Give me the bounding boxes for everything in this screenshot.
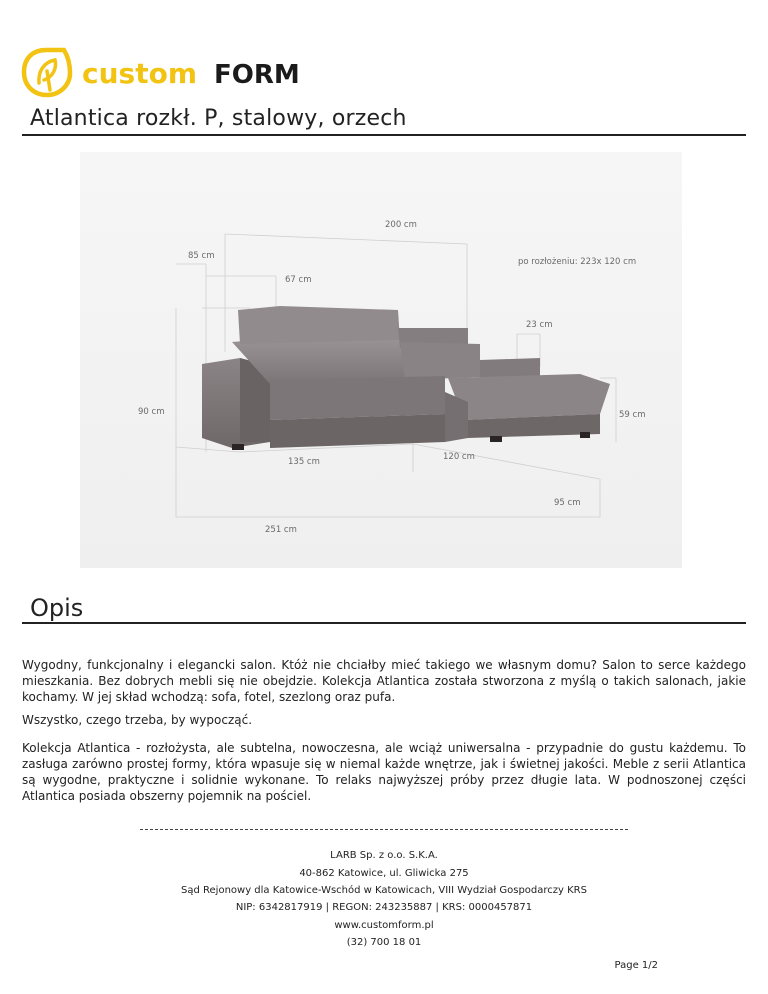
product-title: Atlantica rozkł. P, stalowy, orzech: [30, 106, 407, 131]
description-heading: Opis: [30, 594, 84, 622]
description-paragraph-1: Wygodny, funkcjonalny i elegancki salon. Któż nie chciałby mieć takiego we własnym domu? Salon to serce każdego mieszkania. Bez dobrych mebli się nie obejdzie. Kolekcja Atlantica została stworzona z myślą o takich salonach, jakie kochamy. W jej skład wchodzą: sofa, fotel, szezlong oraz pufa.: [22, 658, 746, 704]
footer-company: LARB Sp. z o.o. S.K.A.: [330, 850, 438, 861]
dim-90: 90 cm: [138, 407, 165, 417]
dim-67: 67 cm: [285, 275, 312, 285]
dim-200: 200 cm: [385, 220, 417, 230]
footer-court: Sąd Rejonowy dla Katowice-Wschód w Katowicach, VIII Wydział Gospodarczy KRS: [181, 885, 587, 896]
footer-website[interactable]: www.customform.pl: [334, 920, 434, 931]
dim-135: 135 cm: [288, 457, 320, 467]
dim-23: 23 cm: [526, 320, 553, 330]
dim-unfolded: po rozłożeniu: 223x 120 cm: [518, 257, 637, 267]
logo-form-text: FORM: [214, 60, 300, 90]
customform-logo: [20, 46, 310, 102]
dim-95: 95 cm: [554, 498, 581, 508]
logo-custom-text: custom: [82, 57, 197, 90]
footer-phone: (32) 700 18 01: [346, 937, 422, 948]
description-paragraph-3: Kolekcja Atlantica - rozłożysta, ale subtelna, nowoczesna, ale wciąż uniwersalna - przypadnie do gustu każdemu. To zasługa zarówno prostej formy, która wpasuje się w niemal każde wnętrze, jak i świetnej jakości. Meble z serii Atlantica są wygodne, praktyczne i solidnie wykonane. To relaks najwyższej próby przez długie lata. W podnoszonej części Atlantica posiada obszerny pojemnik na pościel.: [22, 741, 746, 803]
description-paragraph-2: Wszystko, czego trzeba, by wypocząć.: [22, 713, 253, 727]
title-rule: [22, 134, 746, 136]
footer-address: 40-862 Katowice, ul. Gliwicka 275: [299, 868, 469, 879]
page-number: Page 1/2: [614, 960, 658, 971]
dim-251: 251 cm: [265, 525, 297, 535]
dim-120: 120 cm: [443, 452, 475, 462]
footer-ids: NIP: 6342817919 | REGON: 243235887 | KRS: 0000457871: [235, 902, 533, 913]
dim-59: 59 cm: [619, 410, 646, 420]
footer-divider: [140, 829, 628, 830]
dim-85: 85 cm: [188, 251, 215, 261]
sofa-dimension-image: [80, 152, 682, 568]
description-rule: [22, 622, 746, 624]
